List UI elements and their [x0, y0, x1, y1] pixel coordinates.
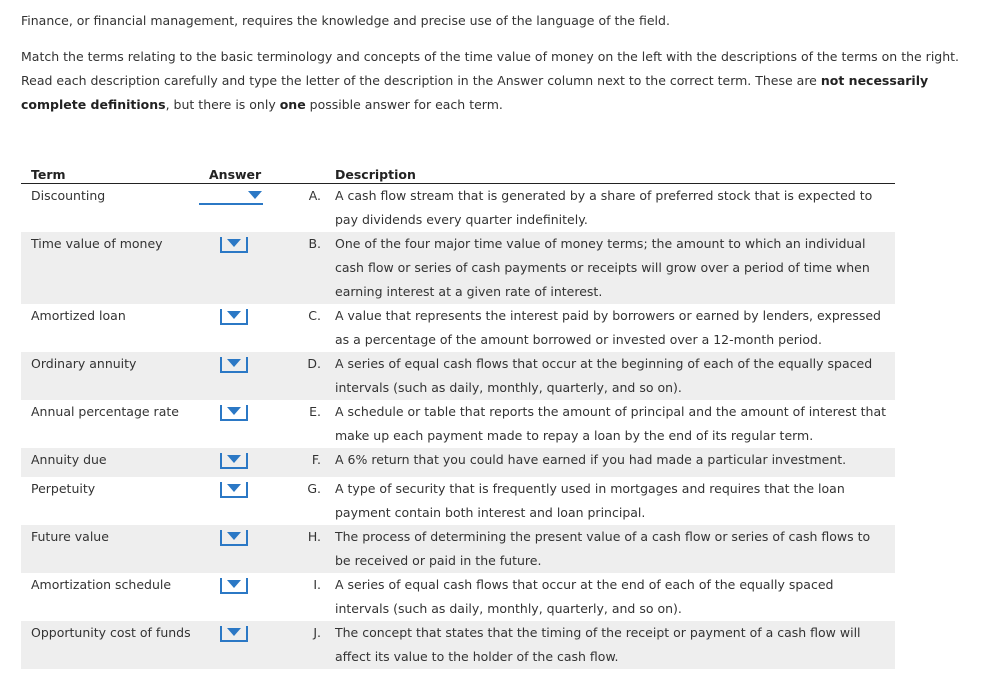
answer-select[interactable]: [220, 309, 248, 325]
term-cell: Opportunity cost of funds: [21, 621, 199, 669]
description-cell: A value that represents the interest paid by borrowers or earned by lenders, expressed as a percentage of the amount borrowed or invested over a 12-month period.: [335, 308, 881, 347]
description-letter: E.: [309, 404, 321, 419]
table-row: [21, 184, 895, 233]
term-cell: Annuity due: [21, 448, 199, 477]
term-header: Term: [21, 161, 199, 184]
chevron-down-icon: [227, 239, 241, 247]
chevron-down-icon: [227, 455, 241, 463]
term-cell: Amortized loan: [31, 308, 126, 323]
description-cell: A series of equal cash flows that occur at the beginning of each of the equally spaced intervals (such as daily, monthly, quarterly, and so on).: [335, 352, 895, 400]
emphasis-one: one: [279, 97, 306, 112]
emphasis-not-complete: not necessarily complete definitions: [21, 73, 929, 112]
description-letter: H.: [305, 525, 335, 573]
answer-select[interactable]: [199, 189, 263, 205]
description-cell: A schedule or table that reports the amount of principal and the amount of interest that make up each payment made to repay a loan by the end of its regular term.: [335, 404, 887, 443]
term-cell: Ordinary annuity: [21, 352, 199, 400]
answer-select[interactable]: [220, 405, 248, 421]
instructions: [21, 9, 971, 117]
description-letter: A.: [308, 188, 321, 203]
description-cell: One of the four major time value of money terms; the amount to which an individual cash flow or series of cash payments or receipts will grow over a period of time when earning interest at a given rate of interest.: [335, 232, 895, 304]
term-cell: Annual percentage rate: [31, 404, 179, 419]
chevron-down-icon: [227, 580, 241, 588]
chevron-down-icon: [227, 628, 241, 636]
description-letter: I.: [313, 577, 321, 592]
term-cell: Discounting: [31, 188, 106, 203]
chevron-down-icon: [248, 191, 262, 199]
description-cell: A cash flow stream that is generated by a share of preferred stock that is expected to pay dividends every quarter indefinitely.: [335, 188, 873, 227]
description-cell: The concept that states that the timing of the receipt or payment of a cash flow will affect its value to the holder of the cash flow.: [335, 621, 895, 669]
description-letter: J.: [305, 621, 335, 669]
description-letter: B.: [305, 232, 335, 304]
term-cell: Time value of money: [21, 232, 199, 304]
chevron-down-icon: [227, 407, 241, 415]
answer-select[interactable]: [220, 578, 248, 594]
answer-select[interactable]: [220, 482, 248, 498]
description-header: Description: [335, 161, 895, 184]
answer-select[interactable]: [220, 626, 248, 642]
description-letter: F.: [305, 448, 335, 477]
description-cell: The process of determining the present value of a cash flow or series of cash flows to be received or paid in the future.: [335, 525, 895, 573]
table-row: [21, 352, 895, 400]
description-letter: D.: [305, 352, 335, 400]
answer-select[interactable]: [220, 530, 248, 546]
chevron-down-icon: [227, 311, 241, 319]
instructions-paragraph: Match the terms relating to the basic terminology and concepts of the time value of money on the left with the descriptions of the terms on the right. Read each description carefully and type the letter of the description in the Answer column next to the correct term. These are not necessarily complete definitions, but there is only one possible answer for each term.: [21, 49, 960, 112]
chevron-down-icon: [227, 359, 241, 367]
term-cell: Amortization schedule: [31, 577, 172, 592]
term-cell: Future value: [21, 525, 199, 573]
table-row: [21, 448, 895, 477]
table-row: [21, 304, 895, 352]
description-cell: A 6% return that you could have earned if you had made a particular investment.: [335, 448, 895, 477]
table-row: [21, 477, 895, 525]
answer-header: Answer: [199, 161, 305, 184]
table-header: [21, 161, 895, 184]
description-letter: G.: [307, 481, 321, 496]
answer-select[interactable]: [220, 237, 248, 253]
chevron-down-icon: [227, 532, 241, 540]
answer-select[interactable]: [220, 453, 248, 469]
description-cell: A series of equal cash flows that occur at the end of each of the equally spaced intervals (such as daily, monthly, quarterly, and so on).: [335, 577, 834, 616]
matching-table: [21, 161, 895, 669]
table-row: [21, 232, 895, 304]
description-cell: A type of security that is frequently used in mortgages and requires that the loan payment contain both interest and loan principal.: [335, 481, 845, 520]
table-row: [21, 525, 895, 573]
chevron-down-icon: [227, 484, 241, 492]
intro-line: Finance, or financial management, requires the knowledge and precise use of the language of the field.: [21, 13, 670, 28]
table-row: [21, 400, 895, 448]
term-cell: Perpetuity: [31, 481, 96, 496]
description-letter: C.: [308, 308, 321, 323]
table-row: [21, 573, 895, 621]
answer-select[interactable]: [220, 357, 248, 373]
table-row: [21, 621, 895, 669]
